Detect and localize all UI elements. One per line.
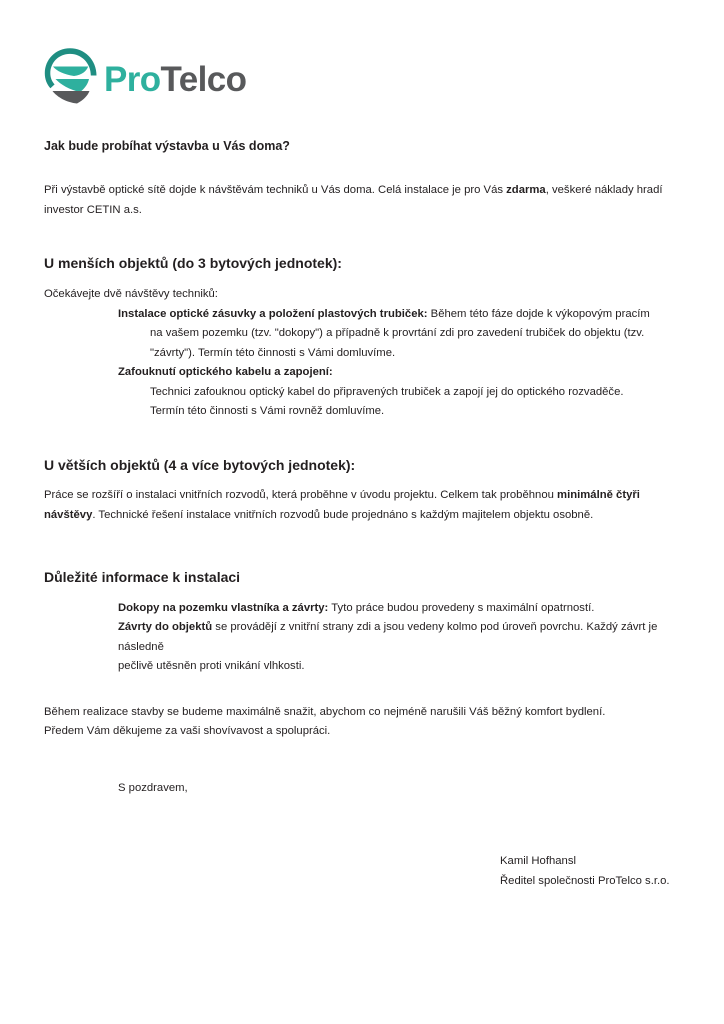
signature-role: Ředitel společnosti ProTelco s.r.o. [500,875,670,888]
protelco-logo [44,42,246,110]
list-item [118,363,684,421]
section-heading-large-objects: U větších objektů (4 a více bytových jednotek): [44,456,356,473]
closing-line-2: Předem Vám děkujeme za vaši shovívavost a spolupráci. [44,725,331,738]
section-heading-important-info: Důležité informace k instalaci [44,569,241,586]
intro-text-before: Při výstavbě optické sítě dojde k návštěvám techniků u Vás doma. Celá instalace je pro Vás [44,183,507,196]
section-heading-small-objects: U menších objektů (do 3 bytových jednotek): [44,255,342,272]
list-item-continuation: "závrty"). Termín této činnosti s Vámi domluvíme. [150,346,396,359]
list-item-lead: Instalace optické zásuvky a položení plastových trubiček: [118,308,428,321]
large-objects-paragraph [44,486,684,526]
small-objects-lead-in: Očekávejte dvě návštěvy techniků: [44,288,218,301]
intro-text-after: , veškeré náklady hradí investor CETIN a.s. [44,183,663,216]
list-item-body: Tyto práce budou provedeny s maximální opatrností. [328,601,595,614]
list-item-body: Během této fáze dojde k výkopovým pracím [427,308,650,321]
list-item [118,599,684,618]
list-item-continuation: pečlivě utěsněn proti vnikání vlhkosti. [118,660,305,673]
signature-name: Kamil Hofhansl [500,855,576,868]
signature-block [500,852,684,892]
large-objects-text-emphasis: minimálně čtyři návštěvy [44,489,640,522]
large-objects-text-after: . Technické řešení instalace vnitřních rozvodů bude projednáno s každým majitelem objektu osobně. [92,509,594,522]
list-item-lead: Zafouknutí optického kabelu a zapojení: [118,366,333,379]
closing-line-1: Během realizace stavby se budeme maximálně snažit, abychom co nejméně narušili Váš běžný komfort bydlení. [44,705,606,718]
protelco-swoosh-globe-icon [44,45,102,107]
list-item-body: se provádějí z vnitřní strany zdi a jsou vedeny kolmo pod úroveň povrchu. Každý závrt je následně [118,621,658,653]
logo-word-telco: Telco [160,59,247,99]
list-item [118,305,684,363]
list-item-continuation: na vašem pozemku (tzv. "dokopy") a případně k provrtání zdi pro zavedení trubiček do objektu (tzv. [150,327,645,340]
list-item-continuation: Technici zafouknou optický kabel do připravených trubiček a zapojí jej do optického rozvaděče. [150,385,624,398]
list-item [118,618,684,676]
page-title: Jak bude probíhat výstavba u Vás doma? [44,139,290,153]
list-item-lead: Závrty do objektů [118,621,213,634]
logo-word-pro: Pro [104,59,161,99]
intro-paragraph [44,181,684,221]
intro-text-emphasis: zdarma [506,183,546,196]
signature-greeting: S pozdravem, [118,782,188,795]
logo-wordmark [104,59,247,99]
letter-body [44,138,684,892]
list-item-lead: Dokopy na pozemku vlastníka a závrty: [118,601,329,614]
list-item-continuation: Termín této činnosti s Vámi rovněž domluvíme. [150,405,385,418]
large-objects-text-before: Práce se rozšíří o instalaci vnitřních rozvodů, která proběhne v úvodu projektu. Celkem tak proběhnou [44,489,558,502]
